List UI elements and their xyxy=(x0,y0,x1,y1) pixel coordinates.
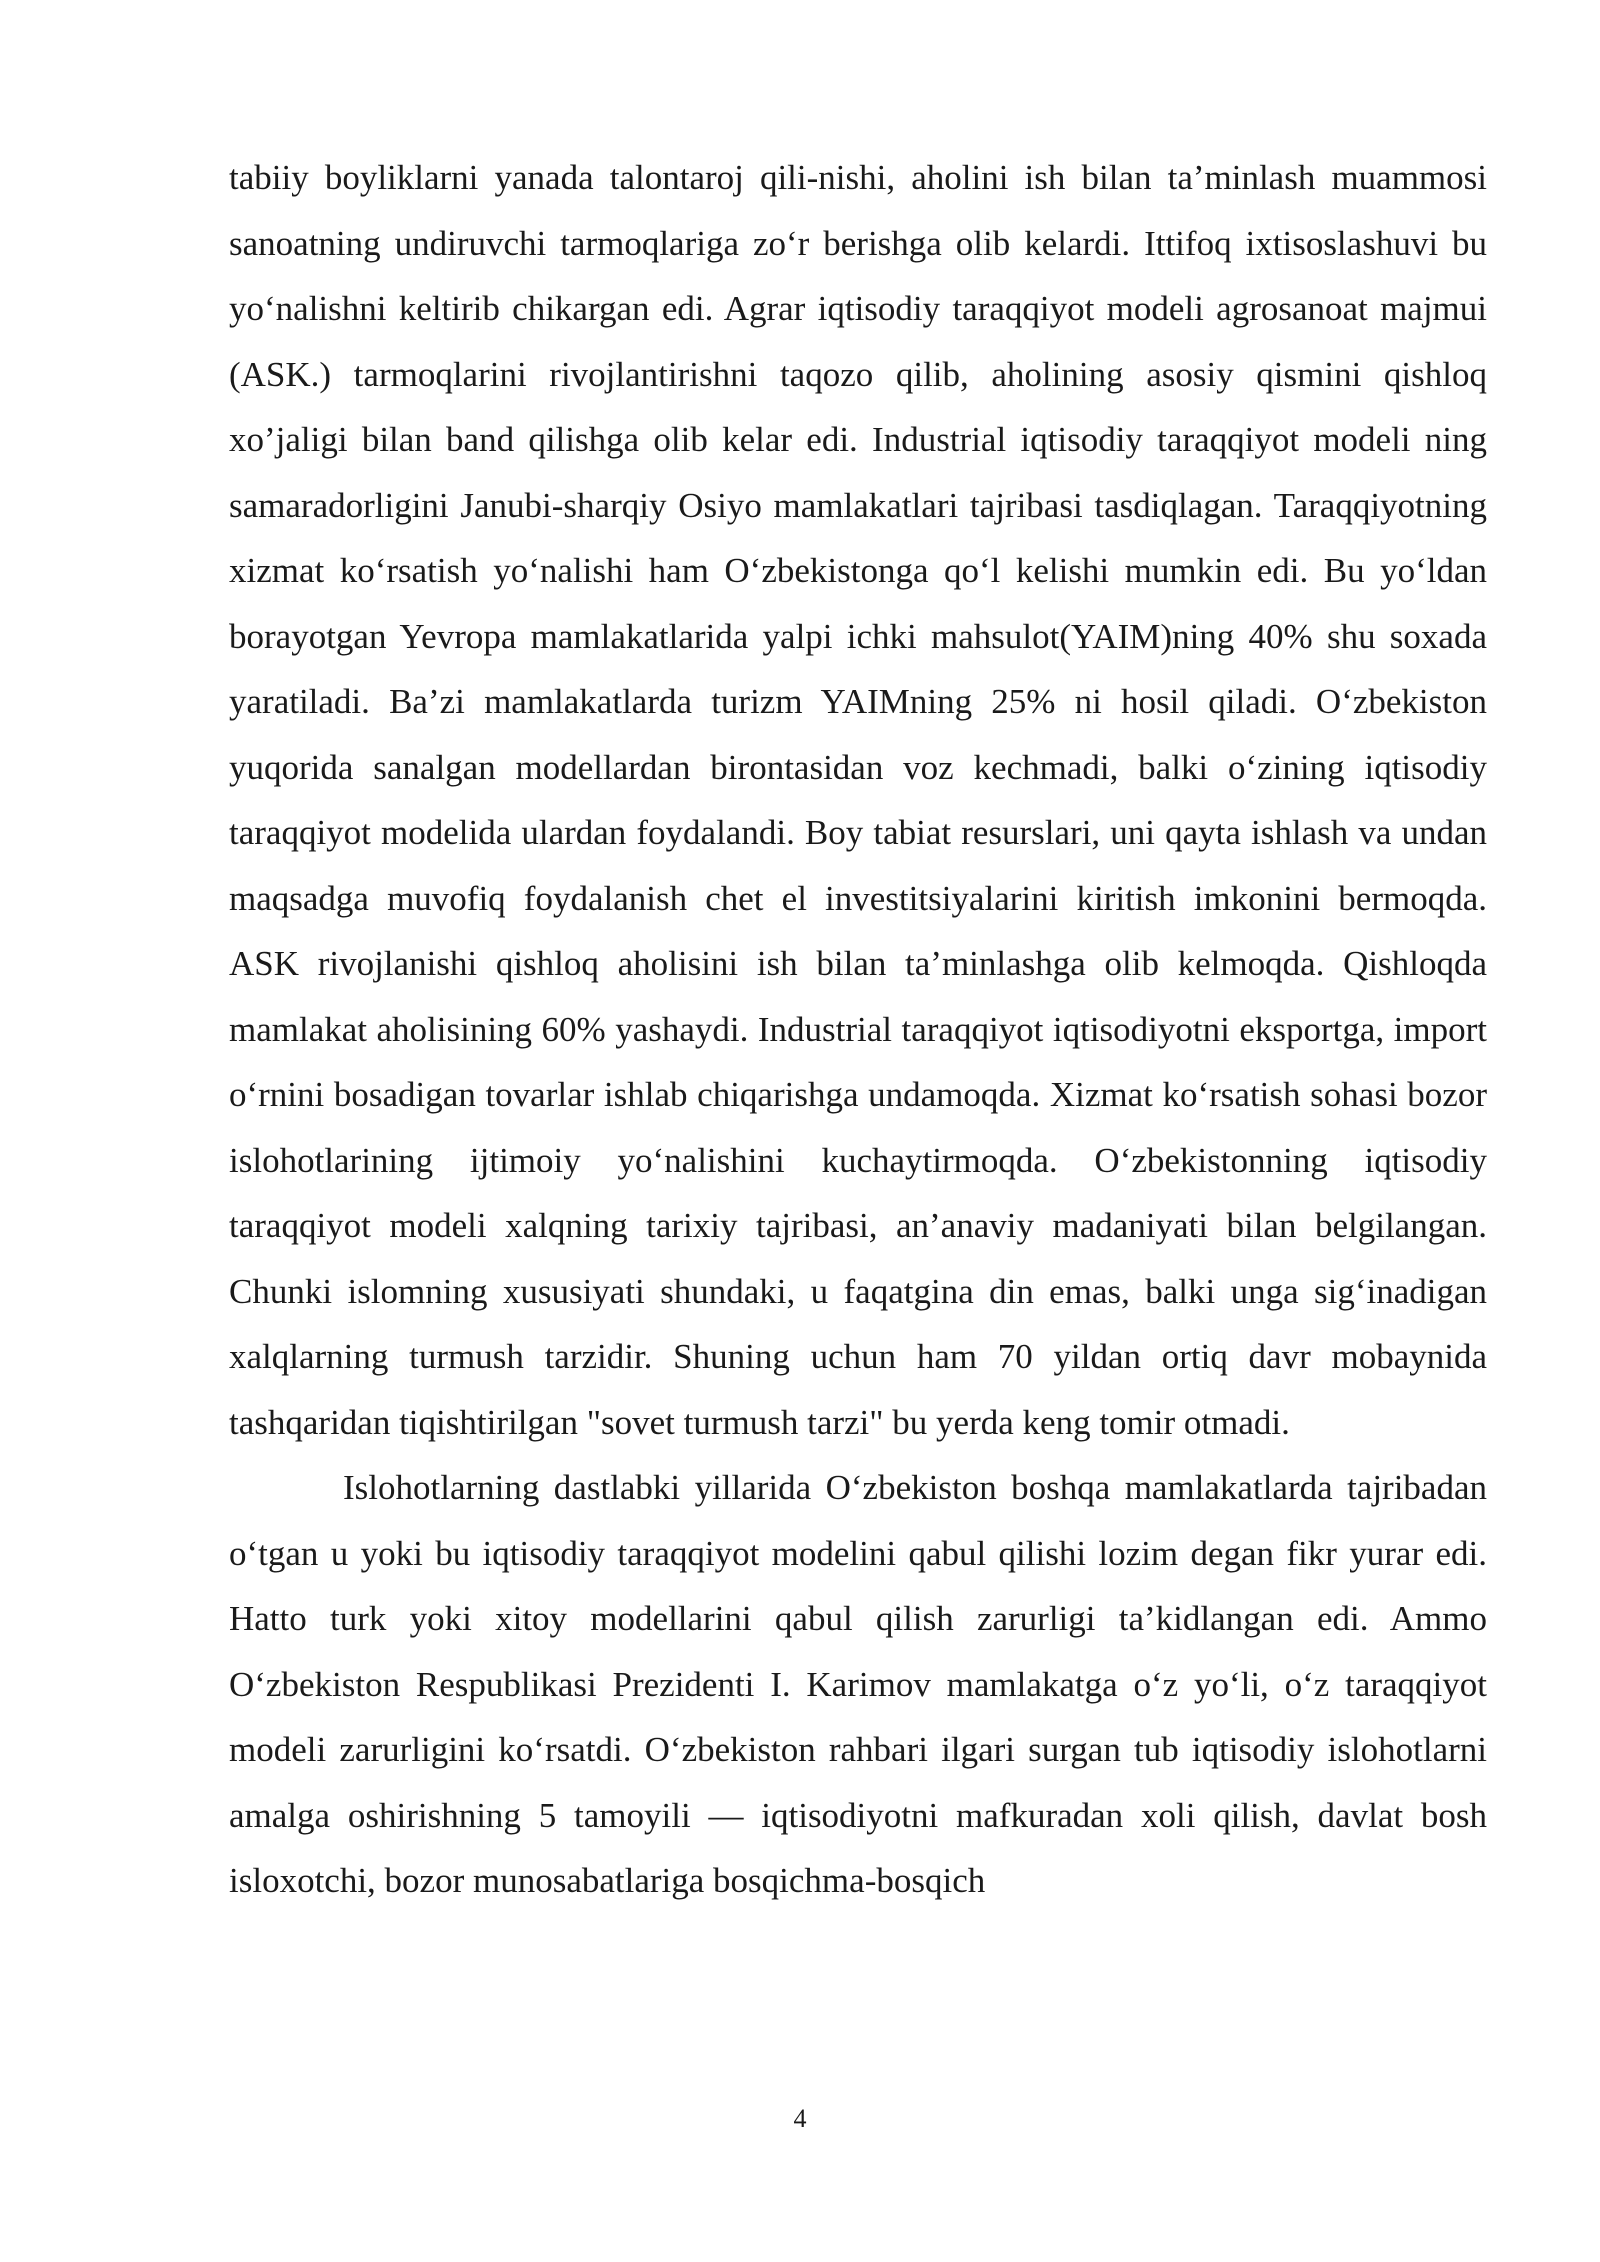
body-text xyxy=(229,145,1487,1914)
paragraph-2: Islohotlarning dastlabki yillarida O‘zbekiston boshqa mamlakatlarda tajribadan o‘tgan u yoki bu iqtisodiy taraqqiyot modelini qabul qilishi lozim degan fikr yurar edi. Hatto turk yoki xitoy modellarini qabul qilish zarurligi ta’kidlangan edi. Ammo O‘zbekiston Respublikasi Prezidenti I. Karimov mamlakatga o‘z yo‘li, o‘z taraqqiyot modeli zarurligini ko‘rsatdi. O‘zbekiston rahbari ilgari surgan tub iqtisodiy islohotlarni amalga oshirishning 5 tamoyili — iqtisodiyotni mafkuradan xoli qilish, davlat bosh isloxotchi, bozor munosabatlariga bosqichma-bosqich xyxy=(229,1468,1487,1900)
paragraph-1: tabiiy boyliklarni yanada talontaroj qili-nishi, aholini ish bilan ta’minlash muammosi sanoatning undiruvchi tarmoqlariga zo‘r berishga olib kelardi. Ittifoq ixtisoslashuvi bu yo‘nalishni keltirib chikargan edi. Agrar iqtisodiy taraqqiyot modeli agrosanoat majmui (ASK.) tarmoqlarini rivojlantirishni taqozo qilib, aholining asosiy qismini qishloq xo’jaligi bilan band qilishga olib kelar edi. Industrial iqtisodiy taraqqiyot modeli ning samaradorligini Janubi-sharqiy Osiyo mamlakatlari tajribasi tasdiqlagan. Taraqqiyotning xizmat ko‘rsatish yo‘nalishi ham O‘zbekistonga qo‘l kelishi mumkin edi. Bu yo‘ldan borayotgan Yevropa mamlakatlarida yalpi ichki mahsulot(YAIM)ning 40% shu soxada yaratiladi. Ba’zi mamlakatlarda turizm YAIMning 25% ni hosil qiladi. O‘zbekiston yuqorida sanalgan modellardan birontasidan voz kechmadi, balki o‘zining iqtisodiy taraqqiyot modelida ulardan foydalandi. Boy tabiat resurslari, uni qayta ishlash va undan maqsadga muvofiq foydalanish chet el investitsiyalarini kiritish imkonini bermoqda. ASK rivojlanishi qishloq aholisini ish bilan ta’minlashga olib kelmoqda. Qishloqda mamlakat aholisining 60% yashaydi. Industrial taraqqiyot iqtisodiyotni eksportga, import o‘rnini bosadigan tovarlar ishlab chiqarishga undamoqda. Xizmat ko‘rsatish sohasi bozor islohotlarining ijtimoiy yo‘nalishini kuchaytirmoqda. O‘zbekistonning iqtisodiy taraqqiyot modeli xalqning tarixiy tajribasi, an’anaviy madaniyati bilan belgilangan. Chunki islomning xususiyati shundaki, u faqatgina din emas, balki unga sig‘inadigan xalqlarning turmush tarzidir. Shuning uchun ham 70 yildan ortiq davr mobaynida tashqaridan tiqishtirilgan "sovet turmush tarzi" bu yerda keng tomir otmadi. xyxy=(229,158,1487,1442)
page-number: 4 xyxy=(793,2104,807,2133)
